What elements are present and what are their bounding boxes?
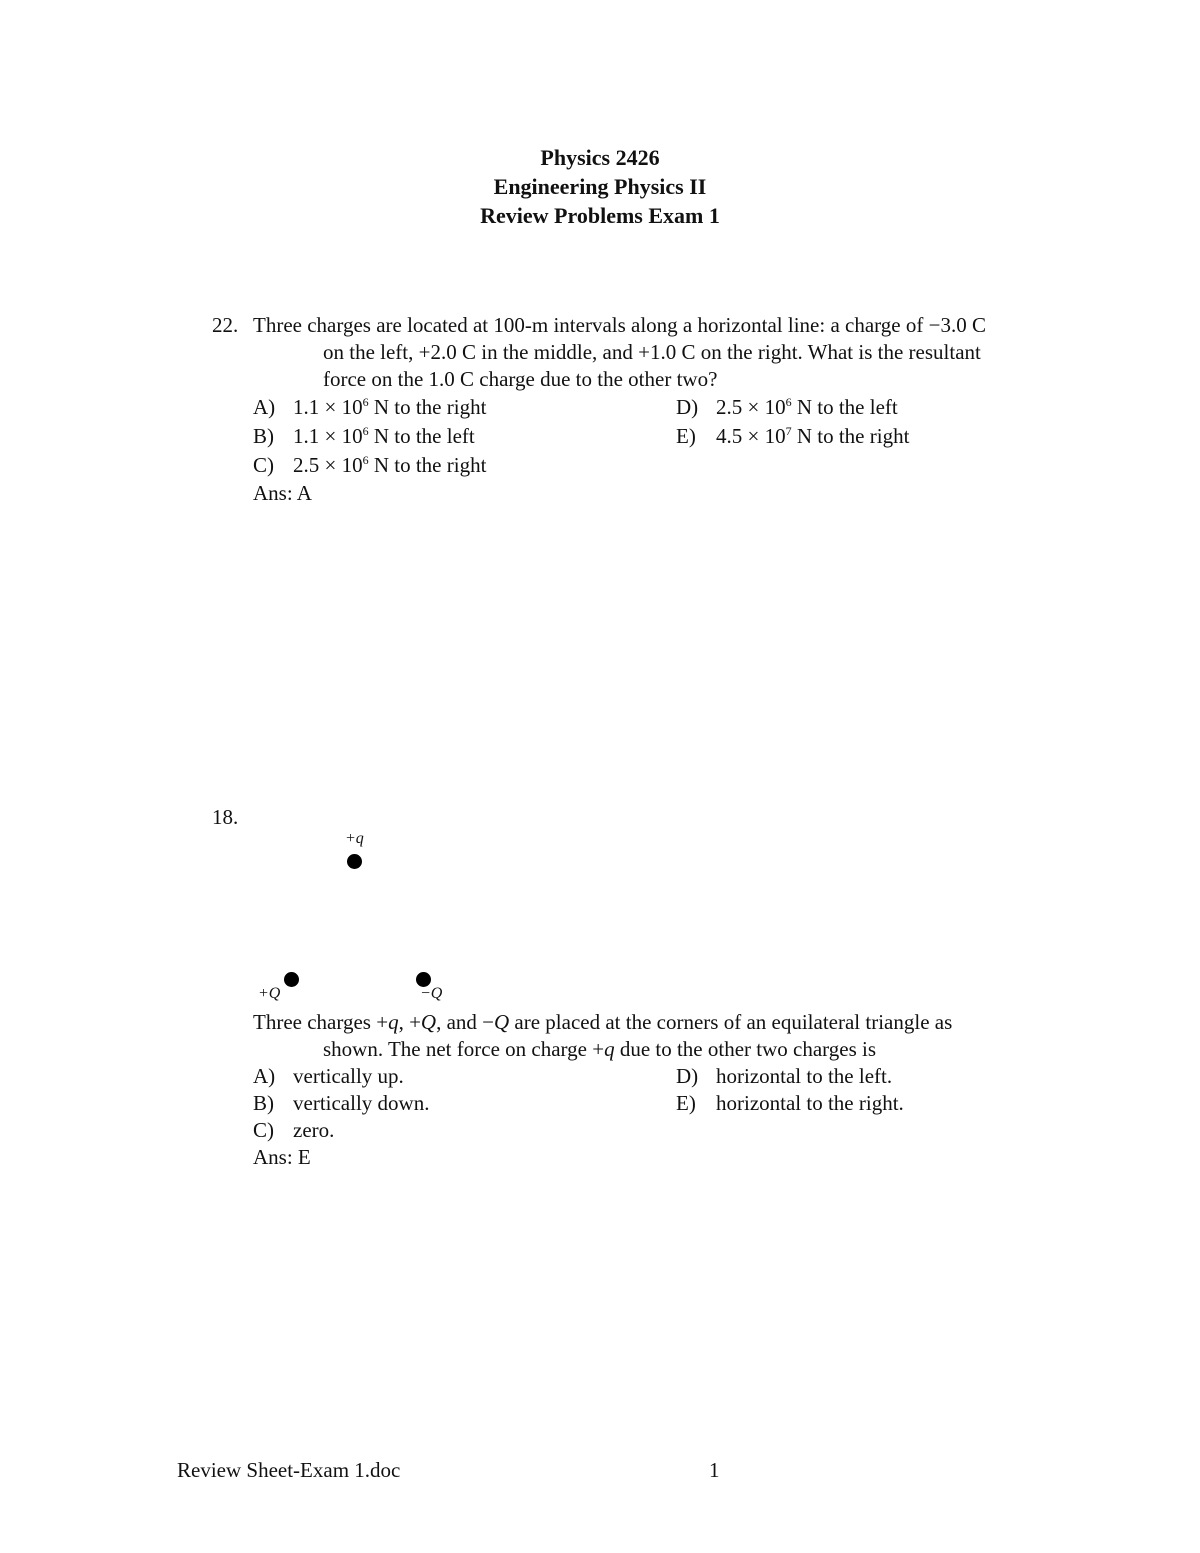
option-label: A) [253, 1064, 276, 1088]
question-text-line [253, 1009, 952, 1036]
question-number: 18. [212, 805, 239, 829]
text-part: Three charges + [253, 1010, 389, 1034]
option-label: D) [676, 395, 699, 419]
option-text: N to the right [368, 453, 487, 477]
charge-dot-left [284, 972, 299, 987]
title-review: Review Problems Exam 1 [480, 203, 720, 228]
answer-text: Ans: A [253, 481, 312, 505]
option-text: N to the left [368, 424, 475, 448]
footer-page-number: 1 [709, 1458, 720, 1482]
option-text: N to the left [791, 395, 898, 419]
text-part: shown. The net force on charge + [323, 1037, 605, 1061]
option-c [253, 452, 486, 479]
option-a [253, 394, 486, 421]
question-text-line: Three charges are located at 100-m intervals along a horizontal line: a charge of −3.0 C [253, 313, 986, 337]
option-text: horizontal to the right. [716, 1091, 904, 1115]
symbol-Q: Q [494, 1010, 510, 1034]
option-text: N to the right [368, 395, 487, 419]
option-d [676, 1063, 892, 1090]
option-text: horizontal to the left. [716, 1064, 893, 1088]
text-part: due to the other two charges is [614, 1037, 877, 1061]
option-label: C) [253, 1118, 274, 1142]
option-b [253, 1090, 429, 1117]
answer-text: Ans: E [253, 1145, 311, 1169]
option-mantissa: 2.5 × 10 [293, 453, 363, 477]
question-text-line [323, 1036, 876, 1063]
option-label: D) [676, 1064, 699, 1088]
option-label: B) [253, 1091, 274, 1115]
option-label: B) [253, 424, 274, 448]
option-a [253, 1063, 404, 1090]
option-text: vertically down. [293, 1091, 430, 1115]
option-label: C) [253, 453, 274, 477]
question-text-line: on the left, +2.0 C in the middle, and +1.0 C on the right. What is the resultant [323, 340, 981, 364]
title-subject: Engineering Physics II [493, 174, 707, 199]
symbol-q: q [388, 1010, 399, 1034]
option-text: N to the right [791, 424, 910, 448]
option-e [676, 1090, 904, 1117]
option-mantissa: 1.1 × 10 [293, 395, 363, 419]
option-exponent: 7 [785, 424, 792, 438]
symbol-Q: Q [420, 1010, 437, 1034]
option-mantissa: 4.5 × 10 [716, 424, 786, 448]
option-label: E) [676, 1091, 696, 1115]
question-number: 22. [212, 313, 239, 337]
title-course: Physics 2426 [540, 145, 660, 170]
option-exponent: 6 [785, 395, 792, 409]
charge-label-right: −Q [420, 985, 443, 1002]
charge-dot-top [347, 854, 362, 869]
option-text: zero. [293, 1118, 335, 1142]
charge-label-top: +q [345, 830, 364, 847]
option-b [253, 423, 475, 450]
option-text: vertically up. [293, 1064, 404, 1088]
charge-label-left: +Q [258, 985, 281, 1002]
text-part: are placed at the corners of an equilateral triangle as [509, 1010, 953, 1034]
option-d [676, 394, 898, 421]
footer-filename: Review Sheet-Exam 1.doc [177, 1458, 401, 1482]
text-part: , and − [436, 1010, 494, 1034]
option-exponent: 6 [362, 424, 369, 438]
option-mantissa: 2.5 × 10 [716, 395, 786, 419]
option-exponent: 6 [362, 395, 369, 409]
option-c [253, 1117, 334, 1144]
question-text-line: force on the 1.0 C charge due to the other two? [323, 367, 718, 391]
option-label: E) [676, 424, 696, 448]
option-exponent: 6 [362, 453, 369, 467]
option-mantissa: 1.1 × 10 [293, 424, 363, 448]
option-e [676, 423, 909, 450]
text-part: , + [398, 1010, 421, 1034]
option-label: A) [253, 395, 276, 419]
symbol-q: q [604, 1037, 615, 1061]
